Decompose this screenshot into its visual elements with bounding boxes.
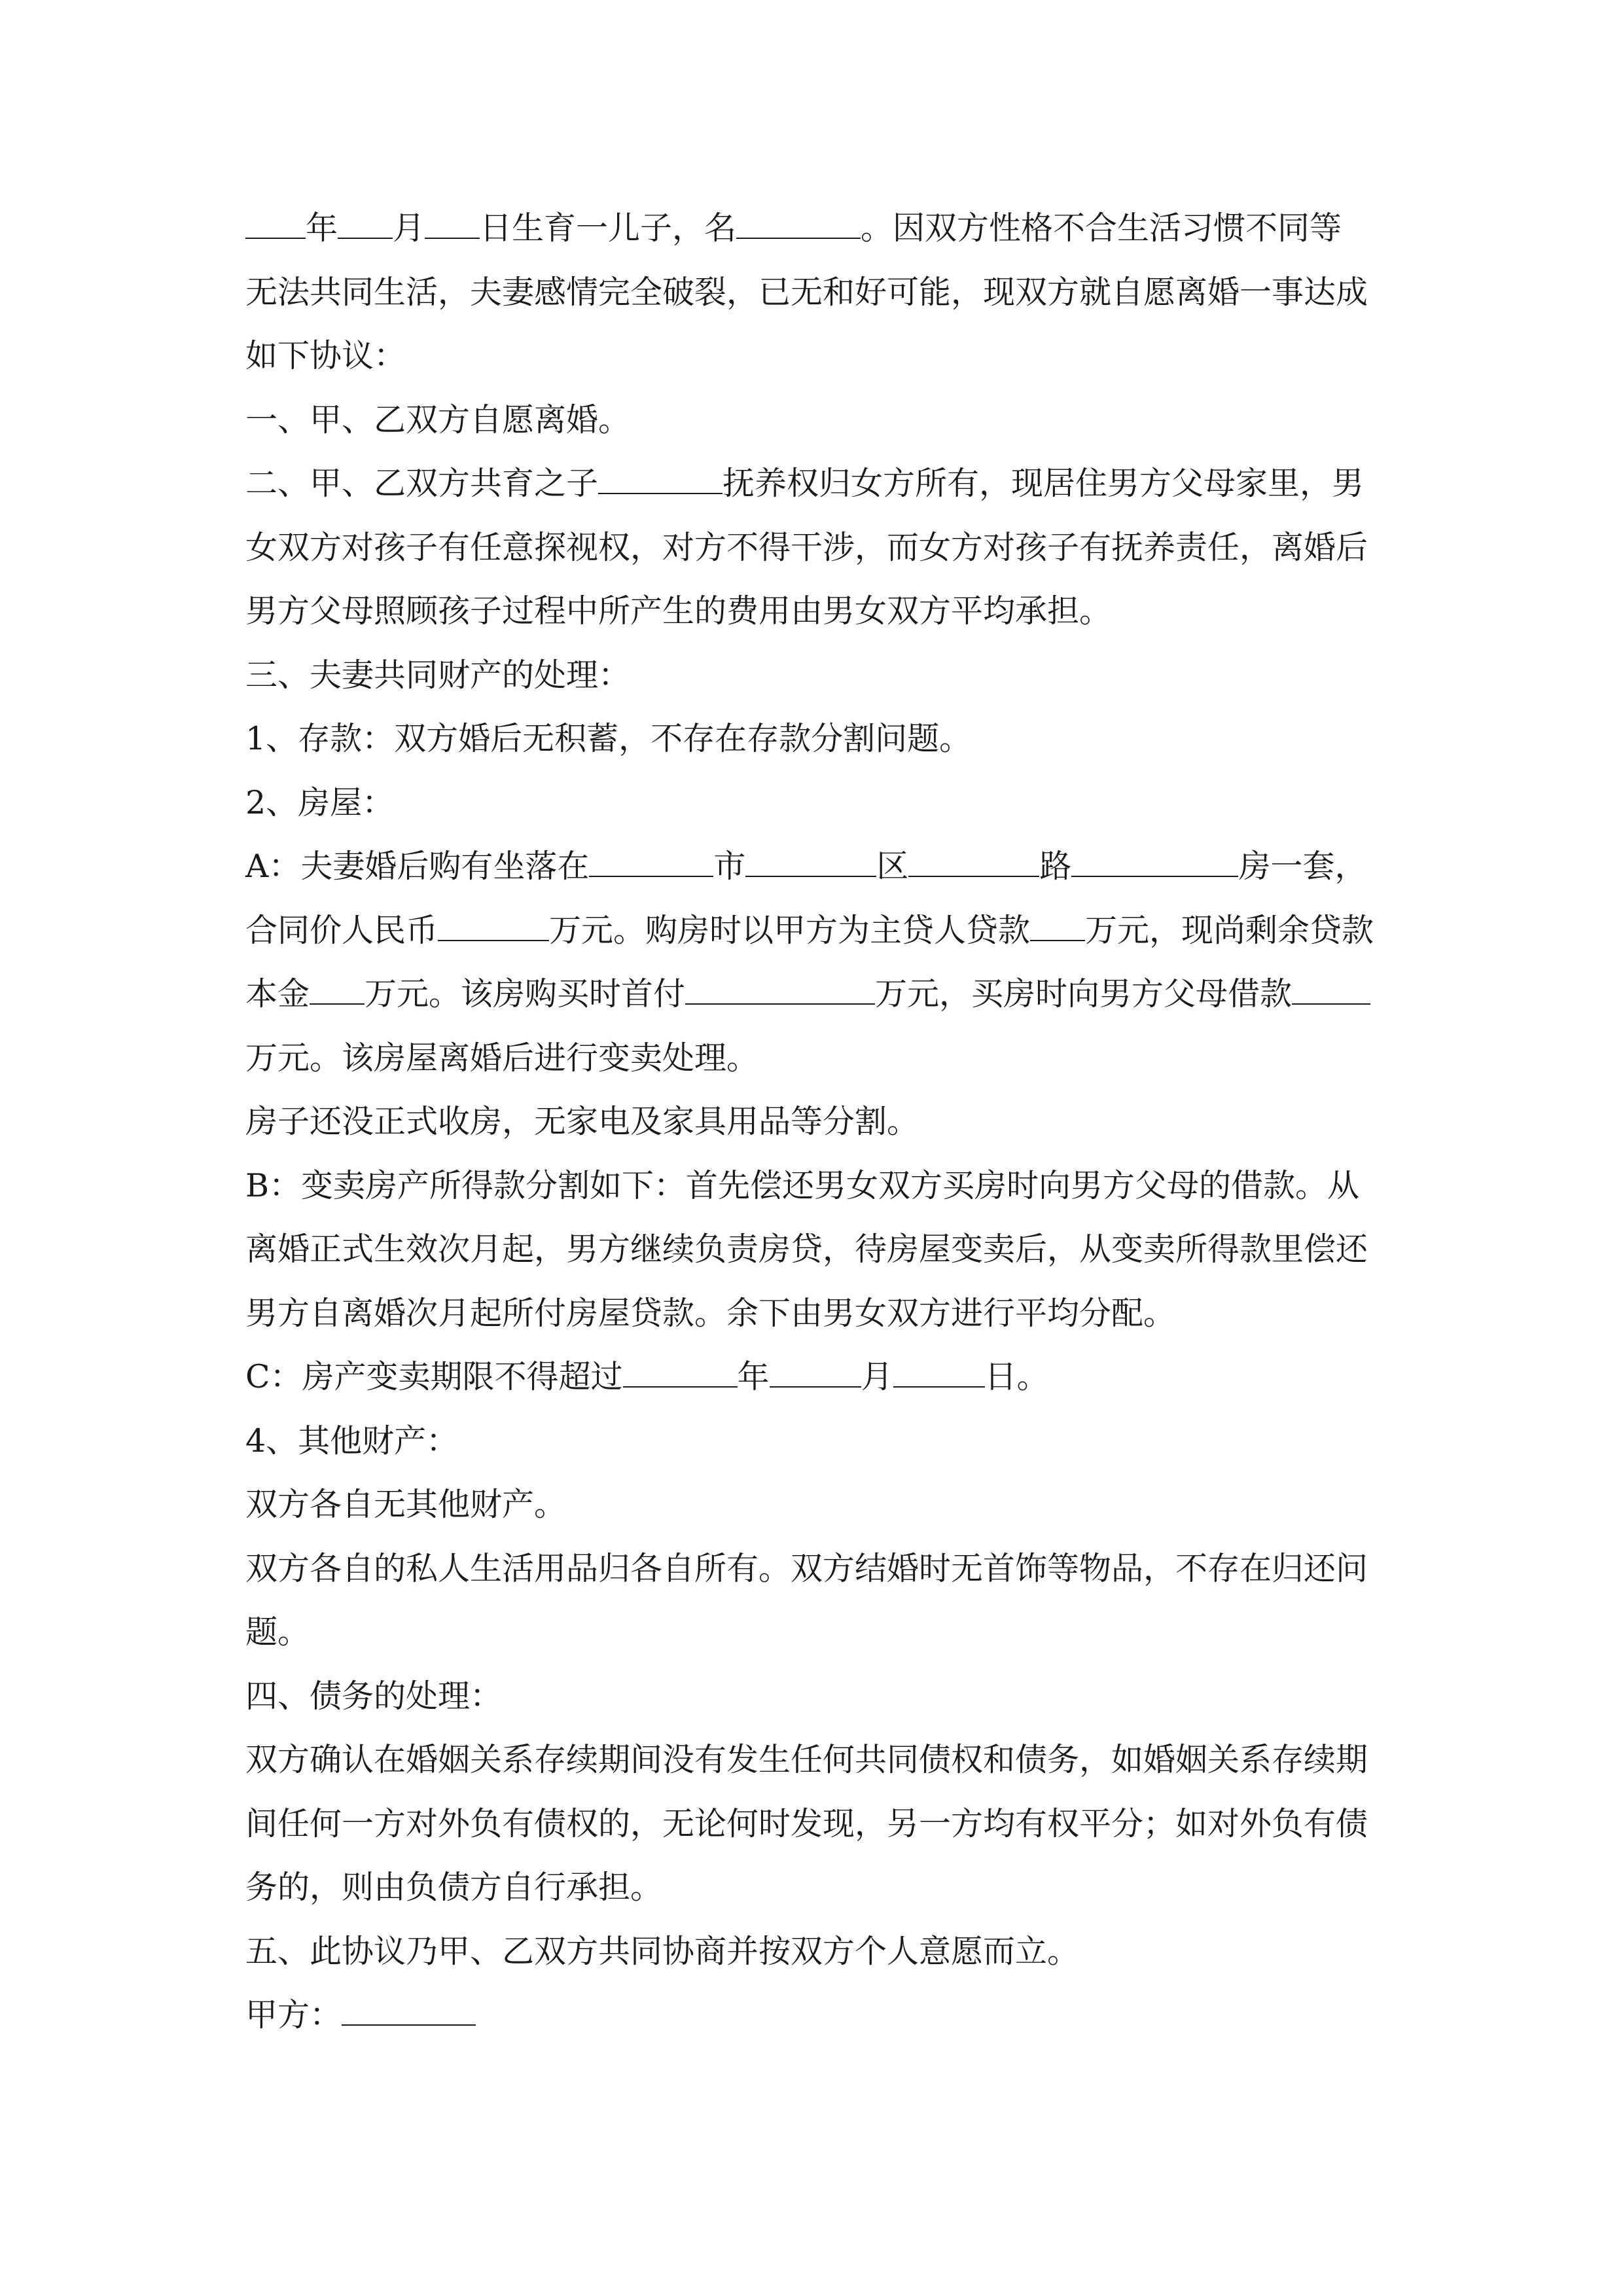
text-run: 。因双方性格不合生活习惯不同等 [861, 209, 1342, 247]
text-line [245, 1090, 1394, 1154]
text-run: 一、甲、乙双方自愿离婚。 [245, 401, 631, 439]
text-line [245, 196, 1394, 260]
text-line [245, 771, 1394, 835]
fill-in-blank [1071, 850, 1238, 877]
fill-in-blank [893, 1360, 985, 1388]
text-line [245, 1409, 1394, 1473]
text-run: 月 [861, 1358, 893, 1395]
text-run: 月 [393, 209, 425, 247]
text-line [245, 579, 1394, 643]
text-run: 女双方对孩子有任意探视权，对方不得干涉，而女方对孩子有抚养责任，离婚后 [245, 528, 1368, 566]
fill-in-blank [685, 977, 875, 1005]
text-run: 房一套， [1238, 848, 1367, 885]
text-run: 五、此协议乃甲、乙双方共同协商并按双方个人意愿而立。 [245, 1932, 1080, 1970]
text-run: 年 [737, 1358, 770, 1395]
text-run: 路 [1039, 848, 1072, 885]
text-line [245, 1920, 1394, 1984]
text-line [245, 388, 1394, 452]
fill-in-blank [908, 850, 1039, 877]
text-run: C：房产变卖期限不得超过 [245, 1358, 623, 1395]
text-line [245, 1473, 1394, 1537]
text-line [245, 1282, 1394, 1346]
text-run: 如下协议： [245, 337, 406, 374]
text-line [245, 1026, 1394, 1090]
text-line [245, 1792, 1394, 1856]
text-run: 间任何一方对外负有债权的，无论何时发现，另一方均有权平分；如对外负有债 [245, 1804, 1368, 1842]
fill-in-blank [589, 850, 713, 877]
fill-in-blank [438, 914, 549, 941]
text-line [245, 1345, 1394, 1409]
text-line [245, 516, 1394, 580]
text-run: 万元，现尚剩余贷款 [1085, 911, 1374, 949]
text-run: 男方父母照顾孩子过程中所产生的费用由男女双方平均承担。 [245, 592, 1112, 630]
text-run: 合同价人民币 [245, 911, 438, 949]
text-line [245, 1217, 1394, 1282]
text-run: 4、其他财产： [245, 1422, 459, 1460]
text-run: 万元，买房时向男方父母借款 [875, 975, 1293, 1013]
fill-in-blank [342, 1998, 476, 2026]
fill-in-blank [598, 467, 722, 494]
text-line [245, 899, 1394, 963]
text-line [245, 324, 1394, 388]
fill-in-blank [1030, 914, 1085, 941]
text-line [245, 1856, 1394, 1920]
fill-in-blank [245, 211, 306, 239]
fill-in-blank [425, 211, 480, 239]
text-run: 万元。该房屋离婚后进行变卖处理。 [245, 1039, 759, 1077]
text-run: 离婚正式生效次月起，男方继续负责房贷，待房屋变卖后，从变卖所得款里偿还 [245, 1230, 1368, 1268]
text-run: 务的，则由负债方自行承担。 [245, 1869, 663, 1906]
text-run: 万元。购房时以甲方为主贷人贷款 [549, 911, 1031, 949]
text-run: 抚养权归女方所有，现居住男方父母家里，男 [722, 465, 1364, 502]
fill-in-blank [623, 1360, 738, 1388]
text-run: 市 [713, 848, 746, 885]
text-run: 二、甲、乙双方共育之子 [245, 465, 599, 502]
text-run: 双方确认在婚姻关系存续期间没有发生任何共同债权和债务，如婚姻关系存续期 [245, 1741, 1368, 1778]
text-run: 四、债务的处理： [245, 1677, 503, 1715]
text-run: 日。 [984, 1358, 1049, 1395]
text-line [245, 1983, 1394, 2047]
text-run: 甲方： [245, 1996, 342, 2034]
text-line [245, 1728, 1394, 1792]
text-run: A：夫妻婚后购有坐落在 [245, 848, 590, 885]
fill-in-blank [338, 211, 393, 239]
text-line [245, 452, 1394, 516]
text-line [245, 1664, 1394, 1729]
text-run: B：变卖房产所得款分割如下：首先偿还男女双方买房时向男方父母的借款。从 [245, 1166, 1360, 1204]
text-run: 男方自离婚次月起所付房屋贷款。余下由男女双方进行平均分配。 [245, 1294, 1176, 1332]
document-body [245, 196, 1394, 2047]
fill-in-blank [310, 977, 365, 1005]
text-run: 双方各自无其他财产。 [245, 1486, 567, 1523]
fill-in-blank [1292, 977, 1370, 1005]
text-run: 年 [306, 209, 338, 247]
text-run: 万元。该房购买时首付 [365, 975, 686, 1013]
fill-in-blank [745, 850, 876, 877]
text-run: 本金 [245, 975, 310, 1013]
text-run: 日生育一儿子，名 [480, 209, 737, 247]
text-line [245, 1600, 1394, 1664]
text-line [245, 707, 1394, 771]
text-run: 1、存款：双方婚后无积蓄，不存在存款分割问题。 [245, 720, 972, 757]
text-line [245, 643, 1394, 708]
text-line [245, 1154, 1394, 1218]
text-run: 区 [876, 848, 909, 885]
text-line [245, 962, 1394, 1026]
text-run: 题。 [245, 1613, 310, 1651]
text-run: 2、房屋： [245, 783, 395, 821]
text-run: 无法共同生活，夫妻感情完全破裂，已无和好可能，现双方就自愿离婚一事达成 [245, 273, 1368, 311]
text-line [245, 834, 1394, 899]
text-run: 三、夫妻共同财产的处理： [245, 656, 631, 694]
fill-in-blank [736, 211, 861, 239]
text-line [245, 260, 1394, 325]
text-run: 双方各自的私人生活用品归各自所有。双方结婚时无首饰等物品，不存在归还问 [245, 1549, 1368, 1587]
text-run: 房子还没正式收房，无家电及家具用品等分割。 [245, 1103, 919, 1140]
text-line [245, 1537, 1394, 1601]
fill-in-blank [770, 1360, 861, 1388]
